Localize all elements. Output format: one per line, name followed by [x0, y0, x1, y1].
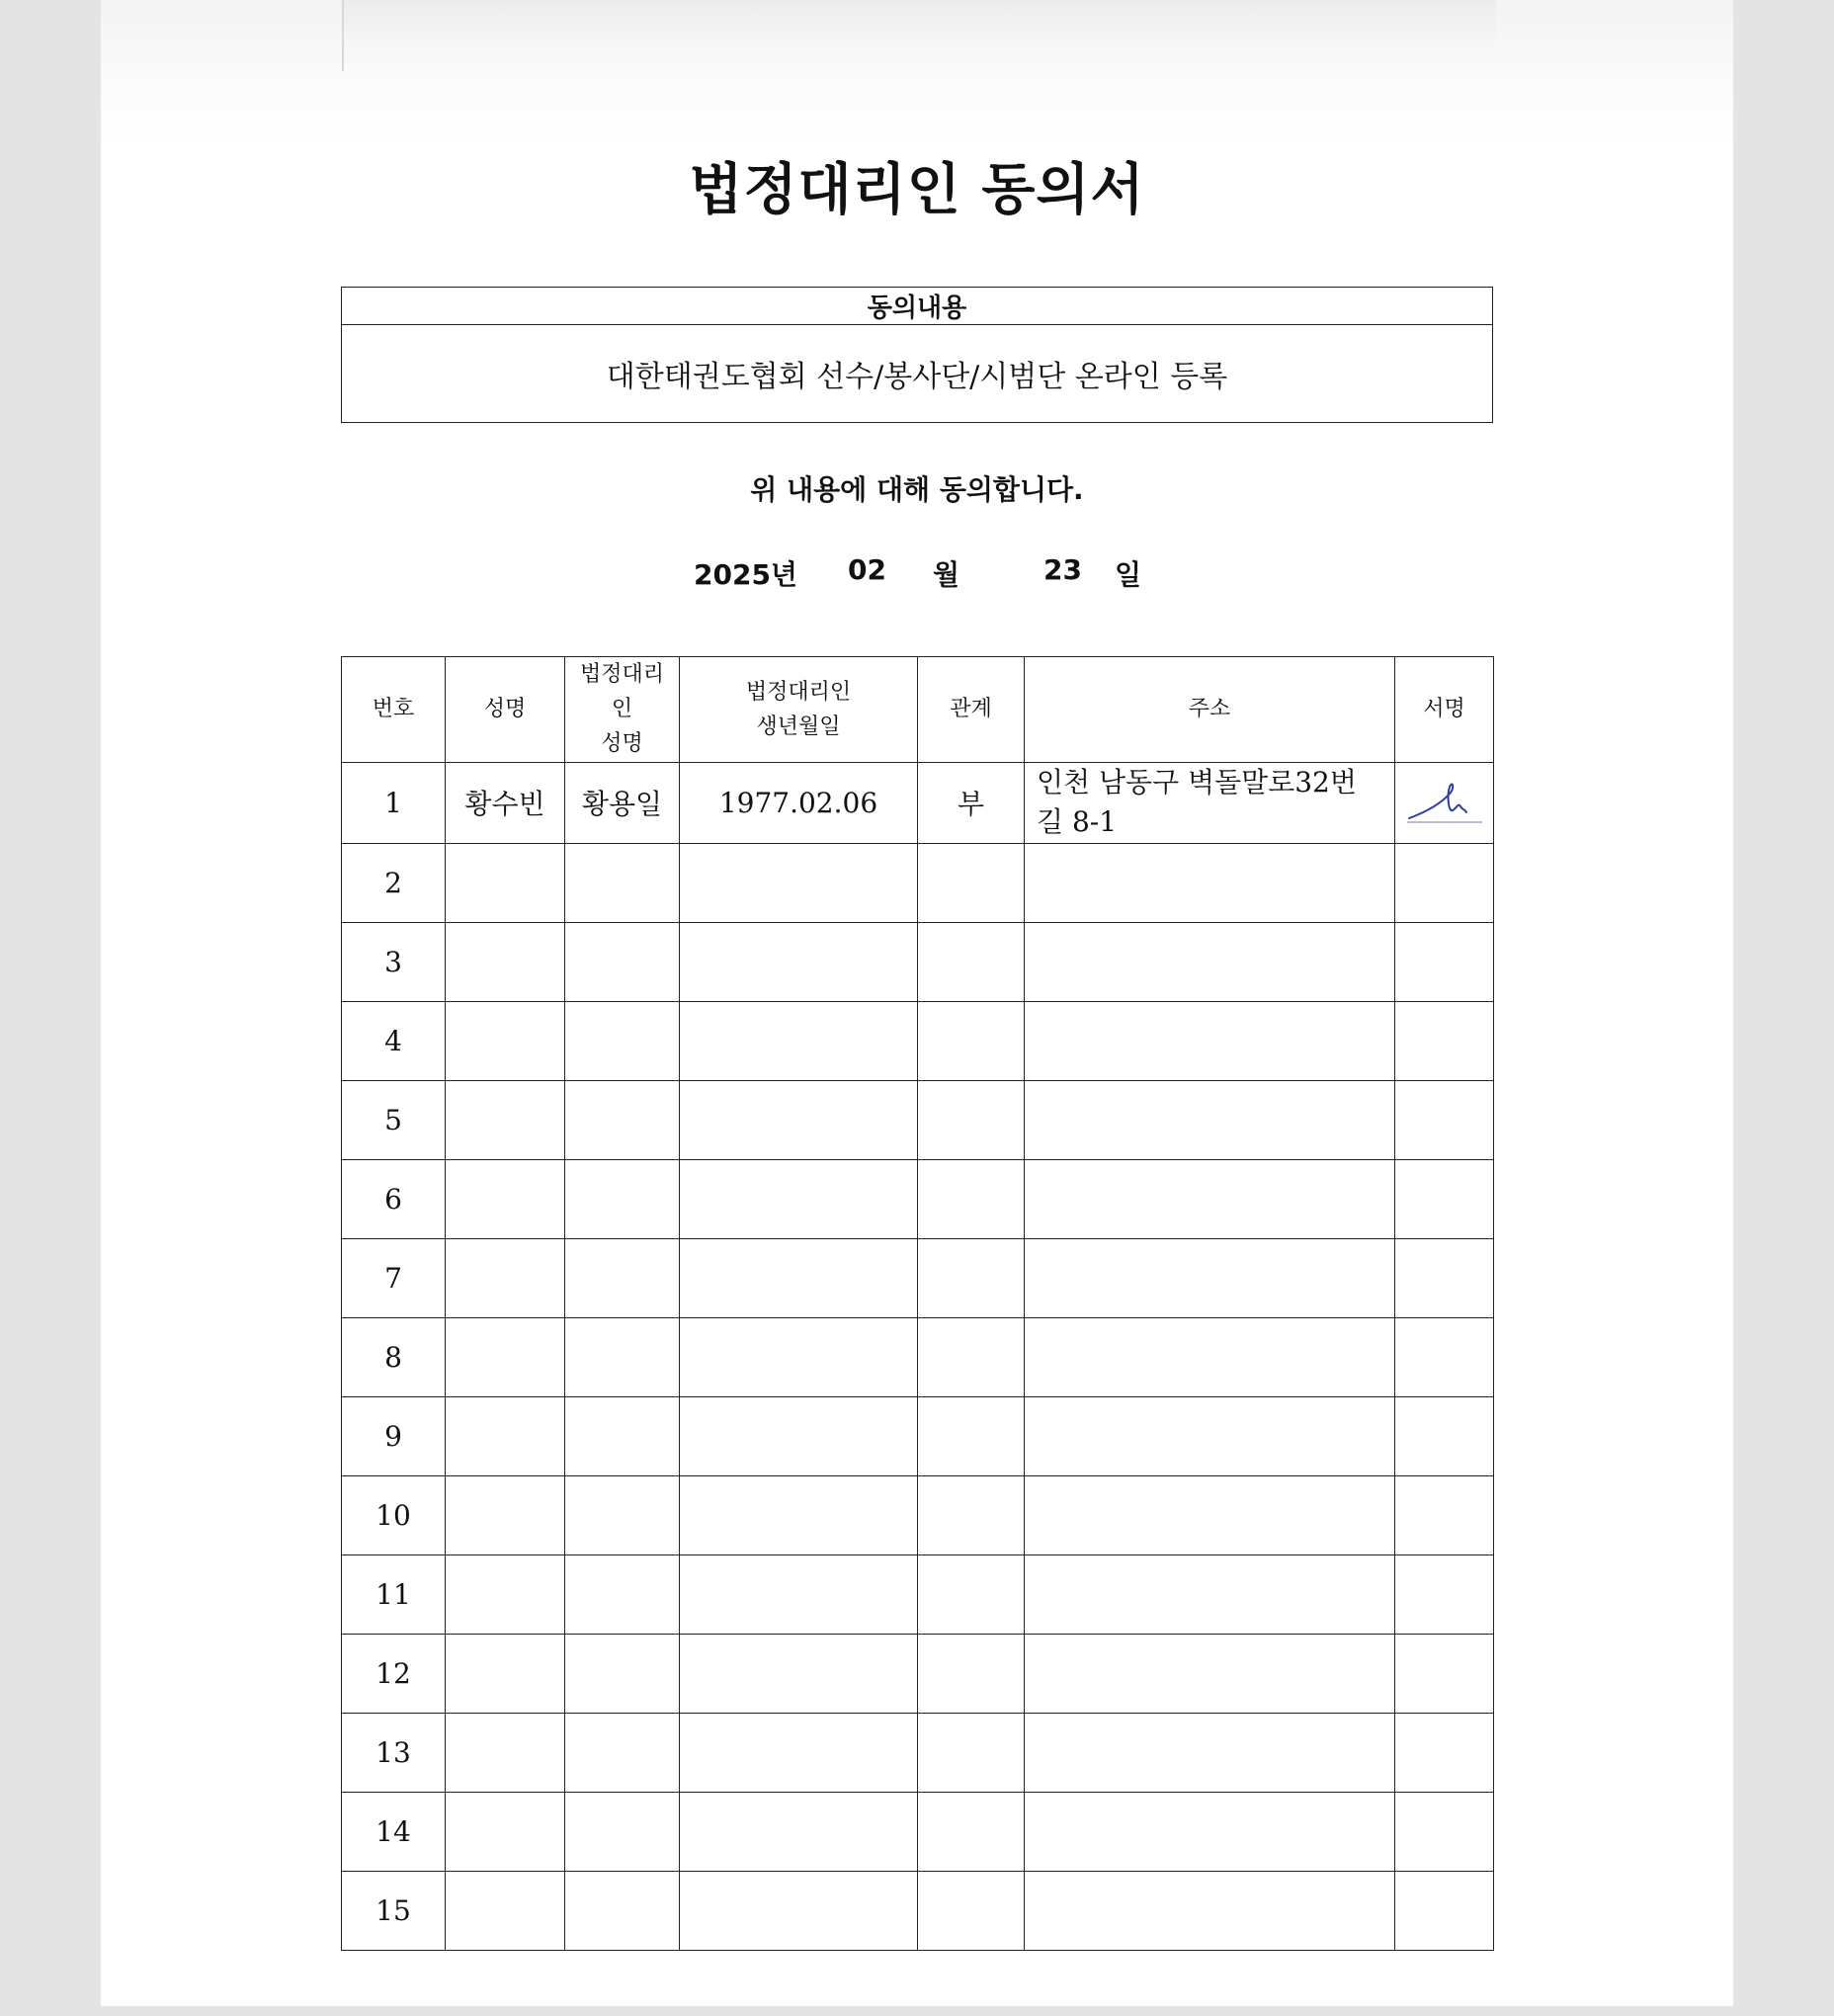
cell-name [446, 1713, 565, 1792]
cell-name [446, 1475, 565, 1554]
cell-guardian-birth [680, 1634, 918, 1713]
cell-relation: 부 [918, 762, 1025, 843]
cell-signature [1395, 1475, 1494, 1554]
cell-name [446, 1554, 565, 1634]
cell-name [446, 843, 565, 922]
cell-relation [918, 1238, 1025, 1317]
cell-address [1025, 1159, 1395, 1238]
cell-name: 황수빈 [446, 762, 565, 843]
table-row [342, 1317, 1494, 1396]
table-row [342, 1554, 1494, 1634]
cell-relation [918, 1871, 1025, 1950]
cell-guardian-name [565, 1634, 680, 1713]
table-row [342, 1475, 1494, 1554]
cell-address [1025, 1475, 1395, 1554]
table-row [342, 762, 1494, 843]
cell-guardian-name [565, 1475, 680, 1554]
cell-name [446, 1871, 565, 1950]
table-row [342, 922, 1494, 1001]
cell-address [1025, 1238, 1395, 1317]
cell-guardian-name [565, 1317, 680, 1396]
cell-no: 10 [342, 1475, 446, 1554]
cell-name [446, 1792, 565, 1871]
cell-guardian-name [565, 1713, 680, 1792]
cell-guardian-birth [680, 1001, 918, 1080]
date-day: 23 [1043, 553, 1082, 586]
cell-relation [918, 1634, 1025, 1713]
cell-signature [1395, 1792, 1494, 1871]
cell-relation [918, 843, 1025, 922]
cell-guardian-birth [680, 1159, 918, 1238]
cell-name [446, 1238, 565, 1317]
cell-relation [918, 1159, 1025, 1238]
cell-no: 13 [342, 1713, 446, 1792]
cell-address [1025, 1001, 1395, 1080]
cell-signature [1395, 1554, 1494, 1634]
cell-relation [918, 1317, 1025, 1396]
cell-signature [1395, 1159, 1494, 1238]
header-guardian-name-line3: 성명 [601, 731, 643, 757]
header-guardian-name [565, 657, 680, 763]
cell-signature [1395, 1634, 1494, 1713]
cell-guardian-name [565, 1792, 680, 1871]
date-month: 02 [848, 553, 886, 586]
cell-signature [1395, 1001, 1494, 1080]
cell-address: 인천 남동구 벽돌말로32번길 8-1 [1025, 762, 1395, 843]
document-page [101, 0, 1733, 2006]
cell-no: 4 [342, 1001, 446, 1080]
scan-shadow [101, 0, 1733, 148]
table-row [342, 1634, 1494, 1713]
table-row [342, 843, 1494, 922]
document-title: 법정대리인 동의서 [689, 158, 1145, 222]
cell-name [446, 1159, 565, 1238]
cell-signature [1395, 1713, 1494, 1792]
cell-name [446, 1634, 565, 1713]
cell-guardian-birth [680, 1080, 918, 1159]
consent-header: 동의내용 [342, 288, 1493, 325]
cell-guardian-name [565, 1871, 680, 1950]
agreement-statement: 위 내용에 대해 동의합니다. [750, 473, 1084, 506]
date-year: 2025년 [694, 558, 797, 591]
header-guardian-name-line2: 인 [611, 697, 633, 722]
cell-name [446, 922, 565, 1001]
cell-no: 9 [342, 1396, 446, 1475]
cell-address [1025, 1554, 1395, 1634]
cell-guardian-name [565, 1001, 680, 1080]
cell-guardian-name: 황용일 [565, 762, 680, 843]
cell-guardian-birth [680, 1238, 918, 1317]
cell-address [1025, 922, 1395, 1001]
cell-guardian-name [565, 843, 680, 922]
cell-signature [1395, 922, 1494, 1001]
cell-signature [1395, 1238, 1494, 1317]
cell-guardian-birth [680, 1554, 918, 1634]
cell-guardian-name [565, 1159, 680, 1238]
header-relation: 관계 [918, 657, 1025, 763]
table-row [342, 1713, 1494, 1792]
cell-signature [1395, 843, 1494, 922]
cell-guardian-name [565, 1554, 680, 1634]
cell-address [1025, 1713, 1395, 1792]
header-name: 성명 [446, 657, 565, 763]
cell-relation [918, 922, 1025, 1001]
cell-address [1025, 1634, 1395, 1713]
cell-signature [1395, 1396, 1494, 1475]
cell-guardian-birth: 1977.02.06 [680, 762, 918, 843]
date-month-label: 월 [933, 558, 960, 591]
header-guardian-name-line1: 법정대리 [579, 662, 664, 687]
cell-no: 12 [342, 1634, 446, 1713]
cell-guardian-birth [680, 1317, 918, 1396]
cell-no: 14 [342, 1792, 446, 1871]
cell-no: 2 [342, 843, 446, 922]
cell-guardian-birth [680, 1396, 918, 1475]
cell-relation [918, 1713, 1025, 1792]
cell-guardian-birth [680, 1713, 918, 1792]
cell-relation [918, 1080, 1025, 1159]
cell-name [446, 1396, 565, 1475]
cell-no: 1 [342, 762, 446, 843]
cell-name [446, 1317, 565, 1396]
table-row [342, 1396, 1494, 1475]
cell-guardian-birth [680, 1792, 918, 1871]
cell-no: 6 [342, 1159, 446, 1238]
cell-guardian-name [565, 1080, 680, 1159]
table-header-row [342, 657, 1494, 763]
header-address: 주소 [1025, 657, 1395, 763]
header-no: 번호 [342, 657, 446, 763]
registration-table [341, 656, 1494, 1951]
header-signature: 서명 [1395, 657, 1494, 763]
table-row [342, 1159, 1494, 1238]
cell-no: 5 [342, 1080, 446, 1159]
table-row [342, 1001, 1494, 1080]
cell-relation [918, 1001, 1025, 1080]
cell-address [1025, 1396, 1395, 1475]
cell-no: 3 [342, 922, 446, 1001]
cell-address [1025, 843, 1395, 922]
cell-address [1025, 1080, 1395, 1159]
table-row [342, 1238, 1494, 1317]
table-row [342, 1792, 1494, 1871]
cell-relation [918, 1554, 1025, 1634]
header-guardian-birth-line1: 법정대리인 [745, 679, 852, 705]
cell-address [1025, 1871, 1395, 1950]
cell-address [1025, 1317, 1395, 1396]
cell-guardian-birth [680, 843, 918, 922]
cell-no: 15 [342, 1871, 446, 1950]
cell-guardian-birth [680, 1475, 918, 1554]
date-day-label: 일 [1115, 558, 1142, 591]
table-body [342, 762, 1494, 1950]
cell-guardian-birth [680, 1871, 918, 1950]
cell-guardian-name [565, 1238, 680, 1317]
table-row [342, 1871, 1494, 1950]
cell-name [446, 1080, 565, 1159]
header-guardian-birth-line2: 생년월일 [756, 714, 841, 739]
cell-relation [918, 1792, 1025, 1871]
cell-no: 7 [342, 1238, 446, 1317]
cell-name [446, 1001, 565, 1080]
cell-signature [1395, 1317, 1494, 1396]
header-guardian-birth [680, 657, 918, 763]
consent-box [341, 287, 1493, 423]
cell-address [1025, 1792, 1395, 1871]
cell-no: 11 [342, 1554, 446, 1634]
cell-relation [918, 1475, 1025, 1554]
cell-relation [918, 1396, 1025, 1475]
cell-guardian-name [565, 1396, 680, 1475]
signature-mark [1403, 773, 1486, 832]
cell-signature [1395, 1080, 1494, 1159]
cell-no: 8 [342, 1317, 446, 1396]
table-row [342, 1080, 1494, 1159]
cell-guardian-name [565, 922, 680, 1001]
consent-content: 대한태권도협회 선수/봉사단/시범단 온라인 등록 [342, 325, 1493, 423]
cell-signature [1395, 1871, 1494, 1950]
cell-signature [1395, 762, 1494, 843]
cell-guardian-birth [680, 922, 918, 1001]
